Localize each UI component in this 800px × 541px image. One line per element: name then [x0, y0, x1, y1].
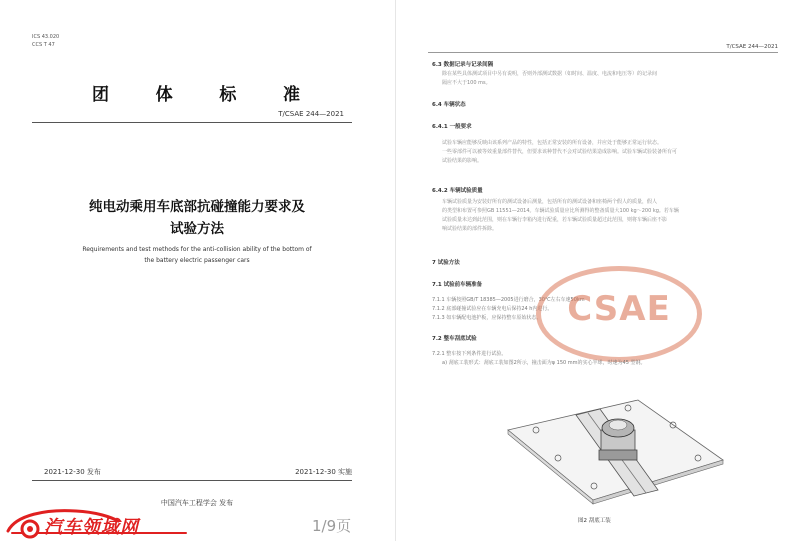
cover-page	[22, 18, 372, 518]
section-7: 7 试验方法	[432, 260, 460, 266]
section-7-2-1: 7.2.1 整车按下列条件进行试验。	[432, 351, 507, 357]
cn-title-line: 试验方法	[170, 221, 224, 237]
ics-code: ICS 43.020	[32, 34, 60, 40]
ccs-code: CCS T 47	[32, 42, 55, 48]
section-7-1: 7.1 试验前车辆准备	[432, 282, 483, 288]
en-title-line: Requirements and test methods for the anti-collision ability of the bottom of	[82, 246, 312, 253]
figure-caption: 图2 刮底工装	[578, 518, 611, 524]
csae-stamp	[536, 266, 702, 362]
title-char: 标	[219, 85, 239, 105]
section-body: 试验车辆应能够反映由该系列产品的特性，包括正常安装的所有设备，并应处于能够正常运行状态。 一些零部件可以被等效重量部件替代，但要求该种替代不会对试验结果造成影响。试验车辆试验装备所有可 试验结果的影响。	[442, 140, 678, 164]
standard-type-title	[92, 80, 302, 105]
fixture-block-bottom	[599, 450, 637, 460]
site-watermark	[6, 505, 196, 539]
publisher: 中国汽车工程学会 发布	[160, 499, 234, 507]
header-rule	[428, 52, 778, 53]
title-char: 团	[92, 85, 111, 105]
bottom-rule	[32, 480, 352, 481]
section-body: 车辆试验质量为安装好所有的测试设备后测量，包括所有的测试设备和座椅两个假人的质量，假人 的类型和布置可参照GB 11551—2014。车辆试验质量应比所测得的整备质量大100 kg～200 kg。若车辆 试验质量未达到此范围，则在车辆行李箱内进行配重，若车辆试验质量超过此范围，则将车辆后座不影 响试验结果的部件拆除。	[442, 199, 679, 232]
doc-code: T/CSAE 244—2021	[278, 110, 344, 118]
section-6-4-3: 6.3 数据记录与记录间隔	[432, 62, 494, 68]
en-title-line: the battery electric passenger cars	[144, 257, 250, 264]
title-char: 准	[282, 85, 302, 105]
content-page	[418, 18, 788, 528]
page-indicator: 1/9页	[312, 517, 352, 535]
issue-date: 2021-12-30 发布	[44, 468, 101, 476]
cn-title-line: 纯电动乘用车底部抗碰撞能力要求及	[89, 199, 305, 215]
section-6-4-1: 6.4.1 一般要求	[432, 124, 472, 130]
section-6-4: 6.4 车辆状态	[432, 102, 466, 108]
watermark-text: 汽车领域网	[44, 517, 139, 538]
english-title	[52, 244, 342, 266]
title-char: 体	[155, 85, 175, 105]
section-6-4-2: 6.4.2 车辆试验质量	[432, 188, 483, 194]
stamp-text: CSAE	[567, 289, 671, 329]
fixture-figure	[498, 390, 728, 512]
page-divider	[395, 0, 396, 541]
section-7-2: 7.2 整车刮底试验	[432, 336, 477, 342]
fixture-hemisphere-top	[609, 420, 627, 430]
page-header-code: T/CSAE 244—2021	[726, 44, 778, 50]
section-7-2-1-a: a) 刮底工装形式：刮底工装如图2所示，撞击面为φ 150 mm的实心半球，时速为45 型钢。	[442, 360, 646, 366]
chinese-title	[42, 196, 352, 240]
section-body: 除在某些具体测试项目中另有说明，否则外部测试数据（如时间、温度、电流和电压等）的记录间 隔应不大于100 ms。	[442, 71, 658, 86]
section-body: 7.1.1 车辆按照GB/T 18385—2005进行磨合，30℃左右车速50km 7.1.2 底部碰撞试验应在车辆充电后保持24 h内进行。 7.1.3 如车辆配电池护板，应保持整车原始状态。	[432, 297, 585, 321]
implement-date: 2021-12-30 实施	[295, 468, 352, 476]
top-rule	[32, 122, 352, 123]
